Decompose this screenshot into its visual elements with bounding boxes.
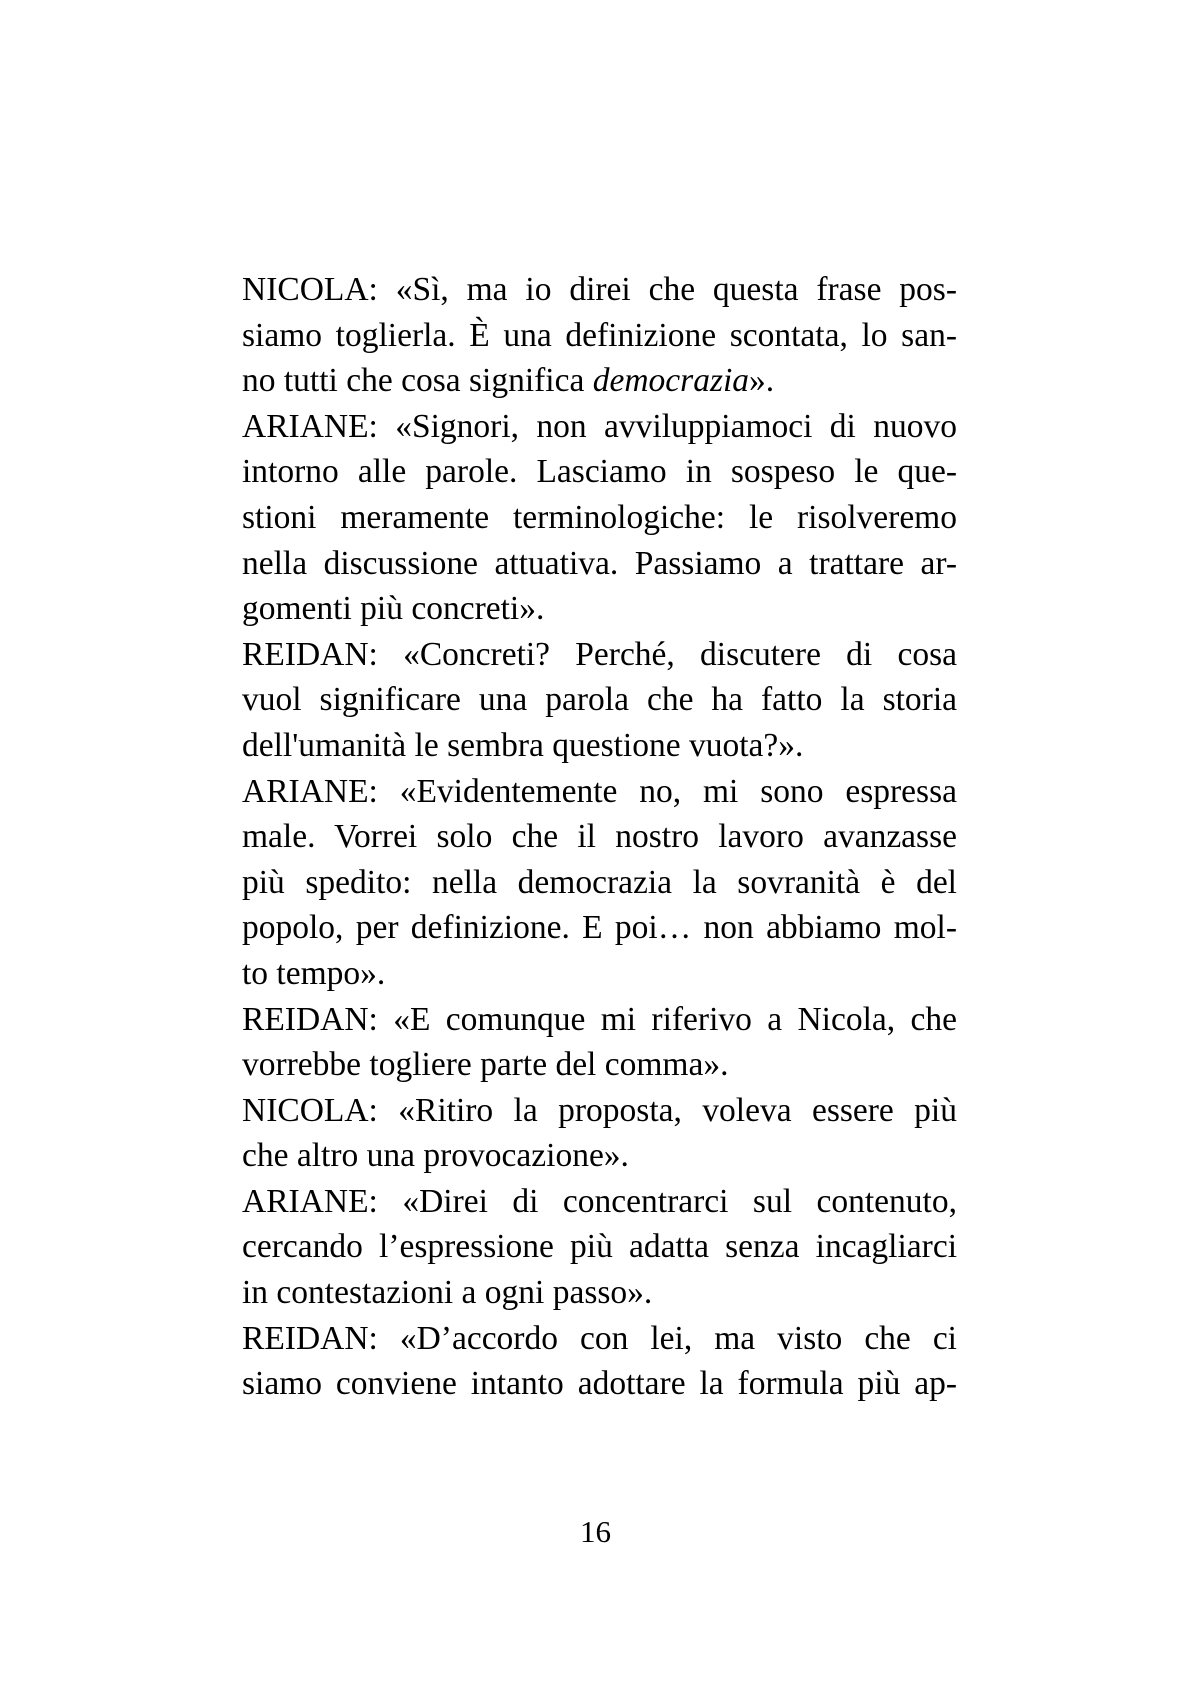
text-line: popolo, per definizione. E poi… non abbiamo mol- [242,909,957,947]
text-segment: ». [749,362,775,400]
text-line: male. Vorrei solo che il nostro lavoro avanzasse [242,818,957,856]
text-line: dell'umanità le sembra questione vuota?». [242,726,804,764]
text-line: REIDAN: «Concreti? Perché, discutere di cosa [242,635,957,673]
text-line: siamo conviene intanto adottare la formula più ap- [242,1365,957,1403]
paragraph-reidan-1 [242,632,957,769]
text-line: to tempo». [242,954,386,992]
paragraph-reidan-3 [242,1316,957,1407]
text-line: vorrebbe togliere parte del comma». [242,1046,729,1084]
text-line: siamo toglierla. È una definizione scontata, lo san- [242,316,957,354]
text-line [242,358,957,404]
text-line: nella discussione attuativa. Passiamo a trattare ar- [242,544,957,582]
text-line: REIDAN: «D’accordo con lei, ma visto che ci [242,1319,957,1357]
text-line: che altro una provocazione». [242,1137,629,1175]
text-line: REIDAN: «E comunque mi riferivo a Nicola, che [242,1000,957,1038]
text-line: NICOLA: «Ritiro la proposta, voleva essere più [242,1091,957,1129]
text-line: ARIANE: «Signori, non avviluppiamoci di nuovo [242,407,957,445]
text-segment: no tutti che cosa significa [242,362,593,400]
paragraph-ariane-3 [242,1179,957,1316]
body-text [242,267,957,1407]
text-line: vuol significare una parola che ha fatto la storia [242,681,957,719]
text-line: in contestazioni a ogni passo». [242,1274,653,1312]
text-line: ARIANE: «Direi di concentrarci sul contenuto, [242,1182,957,1220]
text-line: ARIANE: «Evidentemente no, mi sono espressa [242,772,957,810]
paragraph-reidan-2 [242,997,957,1088]
paragraph-nicola-1 [242,267,957,404]
text-line: gomenti più concreti». [242,590,545,628]
paragraph-nicola-2 [242,1088,957,1179]
text-line: cercando l’espressione più adatta senza incagliarci [242,1228,957,1266]
text-line: intorno alle parole. Lasciamo in sospeso le que- [242,453,957,491]
text-line: NICOLA: «Sì, ma io direi che questa frase pos- [242,271,957,308]
emphasized-word: democrazia [592,362,750,400]
paragraph-ariane-2 [242,769,957,997]
paragraph-ariane-1 [242,404,957,632]
text-line: più spedito: nella democrazia la sovranità è del [242,863,957,901]
page-number: 16 [580,1514,611,1549]
text-line: stioni meramente terminologiche: le risolveremo [242,498,957,536]
